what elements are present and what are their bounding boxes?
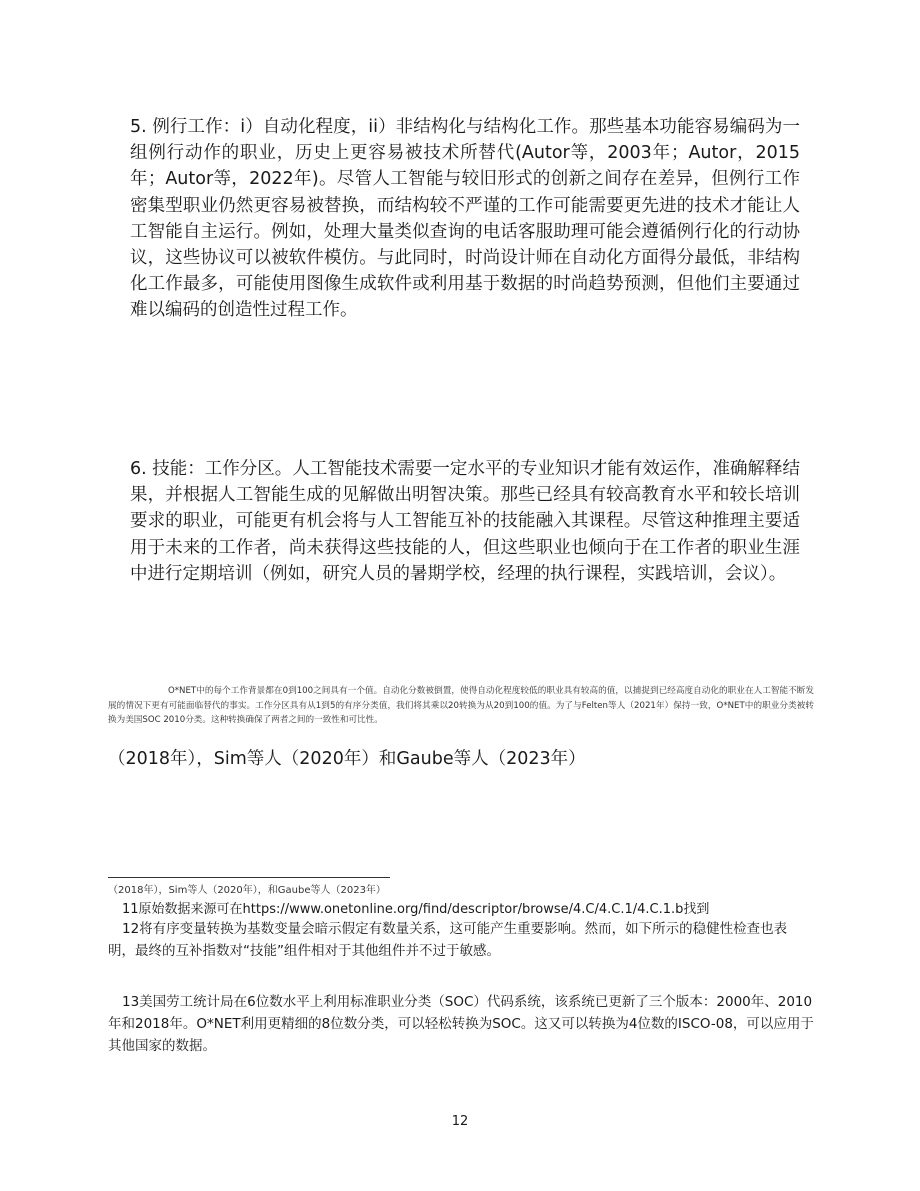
onet-note-text: O*NET中的每个工作背景都在0到100之间具有一个值。自动化分数被倒置，使得自动化程度较低的职业具有较高的值，以捕捉到已经高度自动化的职业在人工智能不断发展的情况下更有可能面临替代的事实。工作分区具有从1到5的有序分类值，我们将其乘以20转换为从20到100的值。为了与Felten等人（2021年）保持一致，O*NET中的职业分类被转换为美国SOC 2010分类。这种转换确保了两者之间的一致性和可比性。 <box>108 686 814 725</box>
footnote-12-text: 12将有序变量转换为基数变量会暗示假定有数量关系，这可能产生重要影响。然而，如下所示的稳健性检查也表明，最终的互补指数对“技能”组件相对于其他组件并不过于敏感。 <box>108 921 788 959</box>
page-number: 12 <box>451 1114 469 1129</box>
footnote-11-text: 11原始数据来源可在https://www.onetonline.org/find/descriptor/browse/4.C/4.C.1/4.C.1.b找到 <box>122 902 710 917</box>
onet-note <box>108 684 814 728</box>
paragraph-routine-work: 5. 例行工作：i）自动化程度，ii）非结构化与结构化工作。那些基本功能容易编码为一组例行动作的职业，历史上更容易被技术所替代(Autor等，2003年；Autor，2015年；Autor等，2022年)。尽管人工智能与较旧形式的创新之间存在差异，但例行工作密集型职业仍然更容易被替换，而结构较不严谨的工作可能需要更先进的技术才能让人工智能自主运行。例如，处理大量类似查询的电话客服助理可能会遵循例行化的行动协议，这些协议可以被软件模仿。与此同时，时尚设计师在自动化方面得分最低，非结构化工作最多，可能使用图像生成软件或利用基于数据的时尚趋势预测，但他们主要通过难以编码的创造性过程工作。 <box>130 117 800 321</box>
footnote-11 <box>108 900 814 920</box>
citation-continuation: （2018年），Sim等人（2020年）和Gaube等人（2023年） <box>108 749 586 769</box>
footnote-12 <box>108 918 814 962</box>
footnote-13 <box>108 991 814 1057</box>
paragraph-skills: 6. 技能：工作分区。人工智能技术需要一定水平的专业知识才能有效运作，准确解释结果，并根据人工智能生成的见解做出明智决策。那些已经具有较高教育水平和较长培训要求的职业，可能更有机会将与人工智能互补的技能融入其课程。尽管这种推理主要适用于未来的工作者，尚未获得这些技能的人，但这些职业也倾向于在工作者的职业生涯中进行定期培训（例如，研究人员的暑期学校，经理的执行课程，实践培训，会议）。 <box>130 459 800 584</box>
footnote-divider <box>108 877 390 878</box>
footnote-citation-line: （2018年），Sim等人（2020年），和Gaube等人（2023年） <box>108 885 386 896</box>
footnote-13-text: 13美国劳工统计局在6位数水平上利用标准职业分类（SOC）代码系统，该系统已更新了三个版本：2000年、2010年和2018年。O*NET利用更精细的8位数分类，可以轻松转换为SOC。这又可以转换为4位数的ISCO-08，可以应用于其他国家的数据。 <box>108 994 814 1054</box>
